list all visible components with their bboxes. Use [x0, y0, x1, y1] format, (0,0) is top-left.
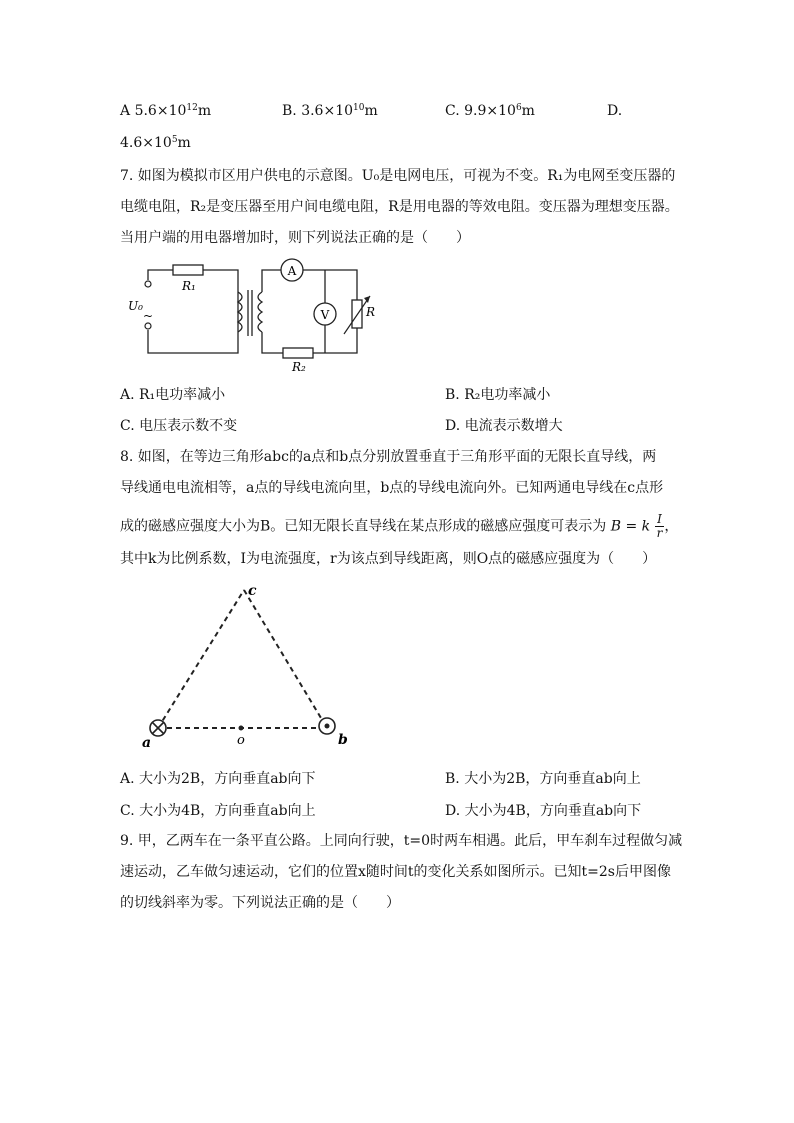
- q7-option-d: D. 电流表示数增大: [445, 418, 563, 434]
- q7-option-a: A. R₁电功率减小: [120, 387, 226, 403]
- q9-stem-line-3: 的切线斜率为零。下列说法正确的是（ ）: [120, 895, 400, 911]
- u0-label: U₀: [128, 299, 143, 313]
- q8-stem-line-3: 成的磁感应强度大小为B。已知无限长直导线在某点形成的磁感应强度可表示为 B = k $\frac{I}{r}$ ，: [120, 512, 679, 540]
- wire-into-page-icon: [150, 720, 166, 736]
- q7-option-c: C. 电压表示数不变: [120, 418, 238, 434]
- terminal-bottom: [145, 323, 151, 329]
- ammeter-label: A: [287, 264, 297, 278]
- q7-stem-line-2: 电缆电阻，R₂是变压器至用户间电缆电阻，R是用电器的等效电阻。变压器为理想变压器。: [120, 199, 679, 215]
- r2-label: R₂: [292, 360, 306, 374]
- point-c-label: c: [248, 583, 257, 599]
- r2-resistor: [283, 348, 313, 358]
- q7-circuit-diagram: [120, 258, 380, 376]
- q6-option-b: B. $3.6\times 10^{10}m$: [282, 103, 378, 119]
- q8-stem-line-4: 其中k为比例系数，I为电流强度，r为该点到导线距离，则O点的磁感应强度为（ ）: [120, 551, 657, 567]
- point-b-label: b: [338, 732, 348, 748]
- q8-option-b: B. 大小为2B，方向垂直ab向上: [445, 771, 641, 787]
- q7-stem-line-3: 当用户端的用电器增加时，则下列说法正确的是（ ）: [120, 230, 470, 246]
- q9-stem-line-1: 9. 甲，乙两车在一条平直公路。上同向行驶，t=0时两车相遇。此后，甲车刹车过程做匀减: [120, 833, 683, 849]
- q7-stem-line-1: 7. 如图为模拟市区用户供电的示意图。U₀是电网电压，可视为不变。R₁为电网至变压器的: [120, 168, 676, 184]
- q6-option-d-value: $4.6\times 10^5m$: [120, 135, 191, 151]
- q9-stem-line-2: 速运动，乙车做匀速运动，它们的位置x随时间t的变化关系如图所示。已知t=2s后甲图像: [120, 864, 671, 880]
- q6-option-c: C. $9.9\times 10^6m$: [445, 103, 535, 119]
- midpoint-o-dot: [239, 726, 244, 731]
- voltmeter-label: V: [320, 308, 330, 322]
- r1-resistor: [173, 265, 203, 275]
- point-a-label: a: [142, 735, 152, 751]
- q8-option-a: A. 大小为2B，方向垂直ab向下: [120, 771, 316, 787]
- q8-stem-line-2: 导线通电电流相等，a点的导线电流向里，b点的导线电流向外。已知两通电导线在c点形: [120, 480, 664, 496]
- r-label: R: [366, 305, 376, 319]
- wire-out-of-page-icon: [319, 718, 335, 734]
- terminal-top: [145, 281, 151, 287]
- q8-stem-line-1: 8. 如图，在等边三角形abc的a点和b点分别放置垂直于三角形平面的无限长直导线，两: [120, 449, 657, 465]
- r1-label: R₁: [182, 279, 196, 293]
- q8-option-d: D. 大小为4B，方向垂直ab向下: [445, 803, 642, 819]
- q8-stem-line-3-text: 成的磁感应强度大小为B。已知无限长直导线在某点形成的磁感应强度可表示为: [120, 518, 607, 535]
- q7-option-b: B. R₂电功率减小: [445, 387, 551, 403]
- q6-option-d-label: D.: [607, 103, 623, 119]
- q8-formula: B = k $\frac{I}{r}$: [610, 512, 663, 540]
- q6-option-a: A $5.6\times 10^{12}m$: [120, 103, 212, 119]
- q8-option-c: C. 大小为4B，方向垂直ab向上: [120, 803, 316, 819]
- svg-text:~: ~: [143, 309, 154, 323]
- q8-triangle-diagram: [120, 582, 360, 752]
- point-o-label: o: [237, 733, 245, 748]
